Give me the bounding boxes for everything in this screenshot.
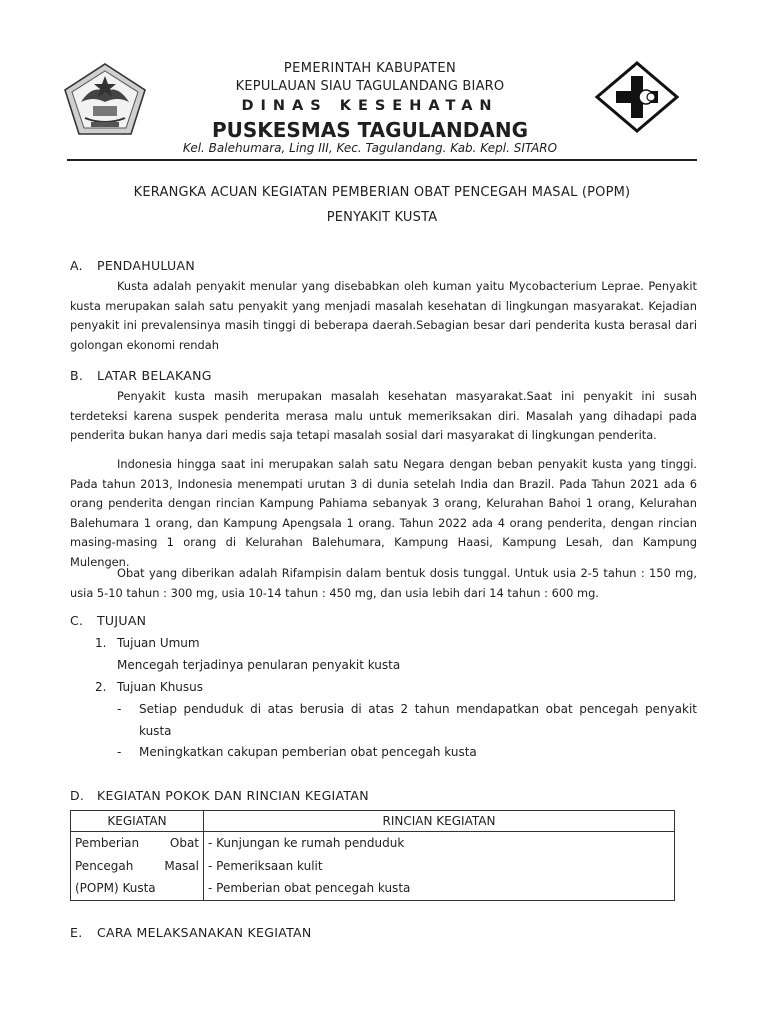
puskesmas-logo-icon: [593, 60, 681, 134]
table-header-row: [71, 811, 675, 832]
kegiatan-cell: Pemberian Obat Pencegah Masal (POPM) Kusta: [71, 832, 204, 901]
table-row: [71, 832, 675, 901]
rincian-item: - Kunjungan ke rumah penduduk: [208, 836, 405, 850]
goal-specific-item: - Meningkatkan cakupan pemberian obat pencegah kusta: [117, 745, 477, 759]
rincian-cell: [204, 832, 675, 901]
document-title: KERANGKA ACUAN KEGIATAN PEMBERIAN OBAT PENCEGAH MASAL (POPM): [133, 185, 631, 200]
kop-regency: KEPULAUAN SIAU TAGULANDANG BIARO: [235, 79, 505, 94]
rincian-item: - Pemberian obat pencegah kusta: [208, 881, 411, 895]
section-a-heading: A. PENDAHULUAN: [70, 258, 195, 273]
kabupaten-emblem-icon: [63, 62, 147, 136]
rincian-item: - Pemeriksaan kulit: [208, 858, 323, 873]
kop-institution: PUSKESMAS TAGULANDANG: [211, 118, 529, 142]
section-c-heading: C. TUJUAN: [70, 613, 147, 628]
document-subtitle: PENYAKIT KUSTA: [326, 210, 438, 225]
goal-specific-label: 2. Tujuan Khusus: [95, 680, 204, 694]
column-header-rincian: RINCIAN KEGIATAN: [204, 811, 675, 832]
section-b-paragraph-1: Penyakit kusta masih merupakan masalah kesehatan masyarakat.Saat ini penyakit ini susah terdeteksi karena suspek penderita merasa malu untuk memeriksakan diri. Masalah yang dihadapi pada penderita bukan hanya dari medis saja tetapi masalah sosial dari masyarakat di lingkungan penderita.: [70, 389, 697, 442]
goal-specific-item: - Setiap penduduk di atas berusia di atas 2 tahun mendapatkan obat pencegah penyakit kusta: [117, 702, 697, 738]
kop-agency: DINAS KESEHATAN: [241, 98, 499, 114]
section-d-heading: D. KEGIATAN POKOK DAN RINCIAN KEGIATAN: [70, 788, 369, 803]
letterhead-divider: [67, 159, 697, 161]
kop-government: PEMERINTAH KABUPATEN: [283, 61, 457, 76]
goal-general-text: Mencegah terjadinya penularan penyakit kusta: [117, 658, 401, 672]
activity-table: [70, 810, 675, 901]
section-a-paragraph: Kusta adalah penyakit menular yang disebabkan oleh kuman yaitu Mycobacterium Leprae. Penyakit kusta merupakan salah satu penyakit yang menjadi masalah kesehatan di lingkungan masyarakat. Kejadian penyakit ini prevalensinya masih tinggi di beberapa daerah.Sebagian besar dari penderita kusta berasal dari golongan ekonomi rendah: [70, 279, 697, 352]
section-b-heading: B. LATAR BELAKANG: [70, 368, 212, 383]
letterhead: [150, 60, 590, 144]
section-b-paragraph-2: Indonesia hingga saat ini merupakan salah satu Negara dengan beban penyakit kusta yang tinggi. Pada tahun 2013, Indonesia menempati urutan 3 di dunia setelah India dan Brazil. Pada Tahun 2021 ada 6 orang penderita dengan rincian Kampung Pahiama sebanyak 3 orang, Kelurahan Bahoi 1 orang, Kelurahan Balehumara 1 orang, dan Kampung Apengsala 1 orang. Tahun 2022 ada 4 orang penderita, dengan rincian masing-masing 1 orang di Kelurahan Balehumara, Kampung Haasi, Kampung Lesah, dan Kampung Mulengen.: [70, 457, 697, 569]
section-b-paragraph-3: Obat yang diberikan adalah Rifampisin dalam bentuk dosis tunggal. Untuk usia 2-5 tahun : 150 mg, usia 5-10 tahun : 300 mg, usia 10-14 tahun : 450 mg, dan usia lebih dari 14 tahun : 600 mg.: [70, 566, 697, 600]
column-header-kegiatan: KEGIATAN: [71, 811, 204, 832]
kop-address: Kel. Balehumara, Ling III, Kec. Tagulandang. Kab. Kepl. SITARO: [182, 141, 558, 155]
section-e-heading: E. CARA MELAKSANAKAN KEGIATAN: [70, 925, 312, 940]
goal-general-label: 1. Tujuan Umum: [95, 636, 200, 650]
